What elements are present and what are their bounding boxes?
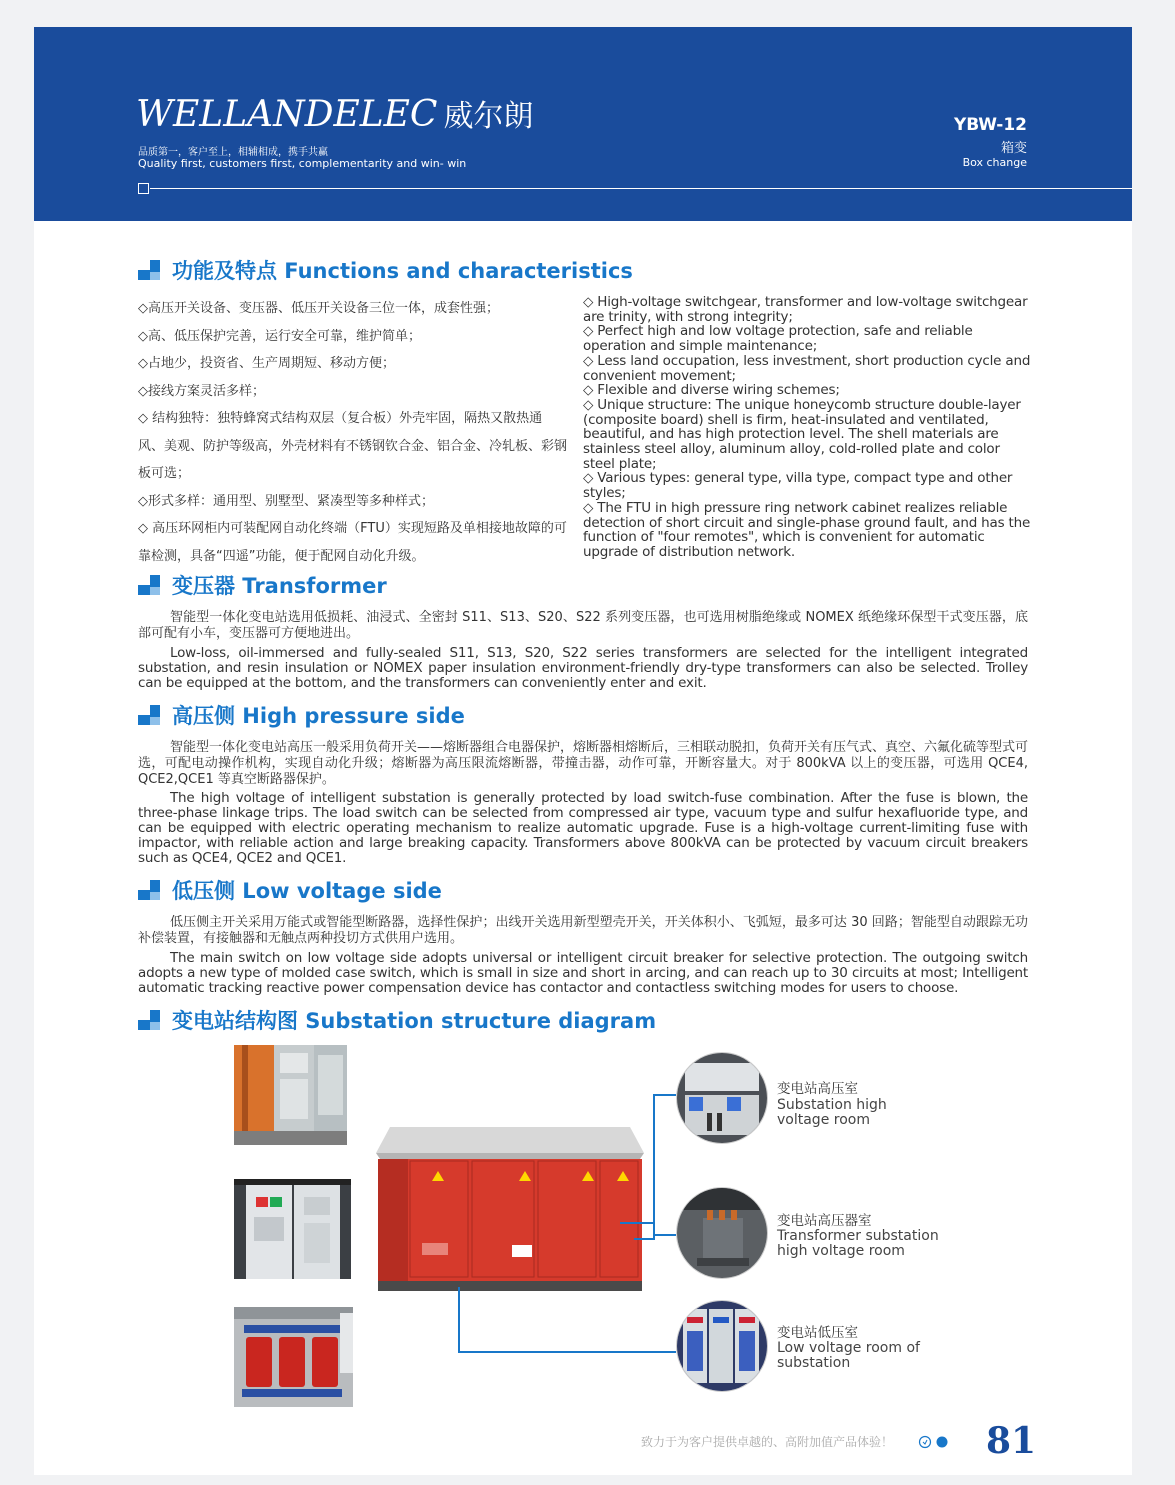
product-name-en: Box change [962, 156, 1027, 169]
list-item: ◇高、低压保护完善，运行安全可靠，维护简单； [138, 328, 421, 344]
page [34, 27, 1132, 1475]
section-title-transformer [138, 570, 387, 600]
section-bullet-icon [138, 880, 160, 900]
transformer-room-photo [676, 1187, 768, 1279]
section-bullet-icon [138, 260, 160, 280]
list-item: ◇高压开关设备、变压器、低压开关设备三位一体，成套性强； [138, 301, 499, 316]
high-cn-paragraph: 智能型一体化变电站高压一般采用负荷开关——熔断器组合电器保护，熔断器相熔断后，三相联动脱扣，负荷开关有压气式、真空、六氟化硫等型式可选，可配电动操作机构，实现自动化升级；熔断器为高压限流熔断器，带撞击器，动作可靠，开断容量大。对于 800kVA 以上的变压器，可选用 QCE4, QCE2,QCE1 等真空断路器保护。 [138, 740, 1029, 787]
section-title-text: 功能及特点 Functions and characteristics [172, 259, 633, 283]
slogan-cn: 品质第一，客户至上，相辅相成，携手共赢 [138, 147, 328, 158]
room-label-en: Transformer substation high voltage room [777, 1228, 939, 1259]
footer-dots-icon [918, 1435, 950, 1449]
section-bullet-icon [138, 1010, 160, 1030]
photo-cabinet-interior [234, 1045, 347, 1145]
section-bullet-icon [138, 575, 160, 595]
transformer-cn-paragraph: 智能型一体化变电站选用低损耗、油浸式、全密封 S11、S13、S20、S22 系列变压器，也可选用树脂绝缘或 NOMEX 纸绝缘环保型干式变压器，底部可配有小车，变压器可方便地进出。 [138, 610, 1028, 641]
brand-logo [136, 91, 533, 135]
page-number: 81 [986, 1420, 1037, 1462]
room-label-cn: 变电站低压室 [777, 1325, 858, 1341]
list-item: ◇ Unique structure: The unique honeycomb structure double-layer (composite board) shell is firm, heat-insulated and ventilated, beautiful, and has high protection level. The shell materials are stainless steel alloy, aluminum alloy, cold-rolled plate and color steel plate; [583, 396, 1021, 472]
section-title-text: 变压器 Transformer [172, 574, 387, 598]
section-title-diagram [138, 1005, 656, 1035]
list-item: ◇形式多样：通用型、别墅型、紧凑型等多种样式； [138, 493, 434, 509]
section-title-text: 变电站结构图 Substation structure diagram [172, 1009, 657, 1033]
section-title-text: 低压侧 Low voltage side [172, 879, 442, 903]
list-item: ◇ Perfect high and low voltage protection, safe and reliable operation and simple maintenance; [583, 323, 973, 355]
section-title-functions [138, 255, 633, 285]
list-item: ◇ Less land occupation, less investment, short production cycle and convenient movement; [583, 352, 1031, 384]
high-en-paragraph: The high voltage of intelligent substation is generally protected by load switch-fuse combination. After the fuse is blown, the three-phase linkage trips. The load switch can be selected from compressed air type, vacuum type and sulfur hexafluoride type, and can be equipped with electric operating mechanism to realize automatic upgrade. Fuse is a high-voltage current-limiting fuse with impactor, with reliable action and large breaking capacity. Transformers above 800kVA can be protected by vacuum circuit breakers such as QCE4, QCE2 and QCE1. [138, 790, 1028, 866]
diagram-connectors [454, 1087, 684, 1377]
room-label-en: Low voltage room of substation [777, 1340, 920, 1371]
list-item: ◇占地少，投资省、生产周期短、移动方便； [138, 356, 395, 371]
header-square-icon [138, 183, 149, 194]
lv-room-photo [676, 1300, 768, 1392]
section-bullet-icon [138, 705, 160, 725]
footer-slogan: 致力于为客户提供卓越的、高附加值产品体验！ [641, 1435, 894, 1449]
list-item: ◇ 结构独特：独特蜂窝式结构双层（复合板）外壳牢固，隔热又散热通风、美观、防护等级高，外壳材料有不锈钢钦合金、铝合金、冷轧板、彩钢板可选； [138, 411, 568, 481]
header-divider [150, 188, 1132, 189]
slogan-en: Quality first, customers first, complementarity and win- win [138, 157, 467, 170]
low-cn-paragraph: 低压侧主开关采用万能式或智能型断路器，选择性保护；出线开关选用新型塑壳开关，开关体积小、飞弧短，最多可达 30 回路；智能型自动跟踪无功补偿装置，有接触器和无触点两种投切方式供用户选用。 [138, 915, 1028, 946]
list-item: ◇ High-voltage switchgear, transformer and low-voltage switchgear are trinity, with strong integrity; [583, 294, 1028, 325]
list-item: ◇ The FTU in high pressure ring network cabinet realizes reliable detection of short circuit and single-phase ground fault, and has the function of "four remotes", which is convenient for automatic upgrade of distribution network. [583, 499, 1031, 560]
logo-text: WELLANDELEC [136, 94, 438, 135]
section-title-high [138, 700, 465, 730]
photo-switchgear [234, 1179, 351, 1279]
list-item: ◇ Flexible and diverse wiring schemes; [583, 382, 840, 399]
product-name-cn: 箱变 [1000, 141, 1027, 156]
low-en-paragraph: The main switch on low voltage side adopts universal or intelligent circuit breaker for selective protection. The outgoing switch adopts a new type of molded case switch, which is small in size and short in arcing, and can reach up to 30 circuits at most; Intelligent automatic tracking reactive power compensation device has contactor and contactless switching modes for users to choose. [138, 950, 1028, 996]
photo-transformer [234, 1307, 353, 1407]
header-banner [34, 27, 1132, 221]
section-title-low [138, 875, 442, 905]
room-label-cn: 变电站高压器室 [777, 1213, 872, 1229]
transformer-en-paragraph: Low-loss, oil-immersed and fully-sealed S11, S13, S20, S22 series transformers are selected for the intelligent integrated substation, and resin insulation or NOMEX paper insulation environment-friendly dry-type transformers can also be selected. Trolley can be equipped at the bottom, and the transformers can conveniently enter and exit. [138, 645, 1028, 691]
logo-cn: 威尔朗 [443, 99, 534, 134]
product-code: YBW-12 [953, 115, 1027, 135]
list-item: ◇ Various types: general type, villa type, compact type and other styles; [583, 470, 1013, 502]
room-label-en: Substation high voltage room [777, 1097, 887, 1128]
room-label-cn: 变电站高压室 [777, 1081, 858, 1097]
section-title-text: 高压侧 High pressure side [172, 704, 465, 728]
functions-en-list [583, 295, 1031, 560]
list-item: ◇接线方案灵活多样； [138, 383, 265, 399]
functions-cn-list [138, 295, 568, 570]
list-item: ◇ 高压环网柜内可装配网自动化终端（FTU）实现短路及单相接地故障的可靠检测，具备“四遥”功能，便于配网自动化升级。 [138, 521, 567, 564]
hv-room-photo [676, 1052, 768, 1144]
